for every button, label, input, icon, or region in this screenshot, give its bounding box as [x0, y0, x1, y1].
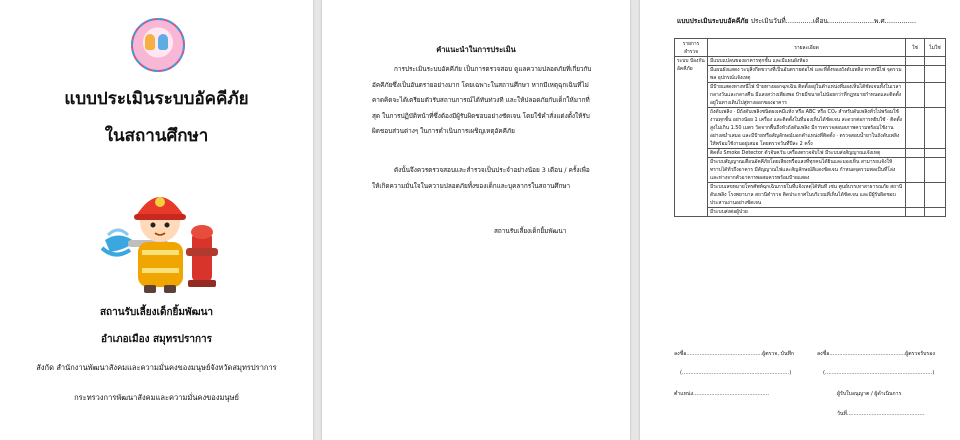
- no-checkbox[interactable]: [925, 57, 946, 66]
- district: อำเภอเมือง สมุทรปราการ: [100, 334, 213, 345]
- cover-title-line-2: ในสถานศึกษา: [104, 126, 209, 146]
- approver-date-line: วันที่...............................................: [837, 411, 925, 417]
- col-header-topic: รายการ สำรวจ: [675, 39, 708, 57]
- yes-checkbox[interactable]: [906, 208, 925, 217]
- yes-checkbox[interactable]: [906, 57, 925, 66]
- instructions-paragraph-2: [372, 163, 622, 194]
- yes-checkbox[interactable]: [906, 183, 925, 208]
- no-checkbox[interactable]: [925, 183, 946, 208]
- yes-checkbox[interactable]: [906, 158, 925, 183]
- paragraph-line: คาดคิดจะได้เตรียมตัวรับสถานการณ์ได้ทันท่วงที และให้ปลอดภัยกับเด็กให้มากที่: [372, 96, 590, 104]
- instructions-paragraph-1: [372, 62, 622, 140]
- no-checkbox[interactable]: [925, 108, 946, 149]
- row-detail: ถังดับเพลิง · มีถังดับเพลิงชนิดผงเคมีแห้ง หรือ ABC หรือ CO₂ สำหรับดับเพลิงทั่วไปพร้อมใช้งานทุกชั้น อย่างน้อย 1 เครื่อง และติดตั้งในที่มองเห็นได้ชัดเจน สะดวกต่อการหยิบใช้ · ติดตั้งสูงไม่เกิน 1.50 เมตร วัดจากพื้นถึงหัวถังดับเพลิง มีการตรวจสอบสภาพความพร้อมใช้งานอย่างสม่ำเสมอ และมีป้ายหรือสัญลักษณ์บอกตำแหน่งที่ติดตั้ง · ตรวจสอบน้ำยาในถังดับเพลิงให้พร้อมใช้งานอยู่เสมอ โดยตรวจวันที่ปีละ 2 ครั้ง: [708, 108, 906, 149]
- approver-name-line: (.................................................................): [823, 370, 935, 376]
- table-row: [675, 183, 946, 208]
- row-detail: มีแบบแปลนของอาคารทุกชั้น และมีแผนผังห้อง: [708, 57, 906, 66]
- row-detail: มีป้ายแสดงทางหนีไฟ ป้ายทางออกฉุกเฉิน ติดตั้งอยู่ในตำแหน่งที่มองเห็นได้ชัดเจนทั้งในเวลากลางวันและกลางคืน มีแสงสว่างเพียงพอ ป้ายมีขนาดไม่น้อยกว่าที่กฎหมายกำหนดและติดตั้งอยู่ในทางเดินไปสู่ทางออกของอาคาร: [708, 83, 906, 108]
- instructions-signature: สถานรับเลี้ยงเด็กยิ้มพัฒนา: [494, 227, 567, 235]
- paragraph-line: ให้เกิดความมั่นใจในความปลอดภัยทั้งของเด็กและบุคลากรในสถานศึกษา: [372, 181, 571, 190]
- paragraph-line: สุด ในการปฏิบัติหน้าที่ซึ่งต้องมีผู้รับผิดชอบอย่างชัดเจน โดยใช้คำสั่งแต่งตั้งให้รับ: [372, 111, 590, 120]
- cover-page: [0, 0, 313, 440]
- firefighter-hydrant-icon: [100, 180, 220, 295]
- table-header-row: [675, 39, 946, 57]
- no-checkbox[interactable]: [925, 66, 946, 83]
- no-checkbox[interactable]: [925, 149, 946, 158]
- form-date-label: ประเมินวันที่.............เดือน......................พ.ศ...............: [750, 17, 917, 25]
- row-detail: มีระบบส่งต่อผู้ป่วย: [708, 208, 906, 217]
- inspector-name-line: (.................................................................): [680, 370, 792, 376]
- table-row: [675, 83, 946, 108]
- row-detail: มีระบบสัญญาณเตือนอัคคีภัยโดยเสียงหรือแสงที่ทุกคนได้ยินและมองเห็น สามารถแจ้งให้ทราบได้ทั่วถึงอาคาร มีสัญญาณไฟและสัญลักษณ์สีแดงชัดเจน กำหนดจุดรวมพลเป็นที่โล่งและห่างจากตัวอาคารพอสมควรพร้อมป้ายแสดง: [708, 158, 906, 183]
- table-row: [675, 66, 946, 83]
- yes-checkbox[interactable]: [906, 83, 925, 108]
- approver-role-line: ผู้รับใบอนุญาต / ผู้ดำเนินการ: [837, 391, 902, 397]
- category-cell: ระบบ ป้องกัน อัคคีภัย: [675, 57, 708, 217]
- paragraph-line: อัคคีภัยซึ่งเป็นอันตรายอย่างมาก โดยเฉพาะในสถานศึกษา หากมีเหตุฉุกเฉินที่ไม่: [372, 80, 589, 89]
- yes-checkbox[interactable]: [906, 108, 925, 149]
- instructions-heading: คำแนะนำในการประเมิน: [436, 45, 516, 54]
- ministry: กระทรวงการพัฒนาสังคมและความมั่นคงของมนุษย์: [74, 393, 239, 402]
- table-row: [675, 149, 946, 158]
- no-checkbox[interactable]: [925, 158, 946, 183]
- no-checkbox[interactable]: [925, 83, 946, 108]
- col-header-no: ไม่ใช่: [925, 39, 946, 57]
- paragraph-line: การประเมินระบบอัคคีภัย เป็นการตรวจสอบ ดูแลความปลอดภัยที่เกี่ยวกับ: [394, 65, 592, 73]
- approver-signature-line: ลงชื่อ..............................................ผู้ตรวจรับรอง: [817, 351, 935, 357]
- row-detail: มีแผนผังแสดง ระบุสิ่งกีดขวางที่เป็นอันตรายต่อไฟ และที่ตั้งของถังดับเพลิง ทางหนีไฟ จุดรวมพล อุปกรณ์แจ้งเหตุ: [708, 66, 906, 83]
- row-detail: มีระบบเลขหมายโทรศัพท์ฉุกเฉินภายในที่แจ้งเหตุได้ทันที เช่น ศูนย์บรรเทาสาธารณภัย สถานีดับเพลิง โรงพยาบาล สถานีตำรวจ ติดประกาศในบริเวณที่เห็นได้ชัดเจน และมีผู้รับผิดชอบประสานงานอย่างชัดเจน: [708, 183, 906, 208]
- table-row: [675, 108, 946, 149]
- table-row: [675, 57, 946, 66]
- table-row: [675, 208, 946, 217]
- row-detail: ติดตั้ง Smoke Detector ตัวจับควัน เครื่องตรวจจับไฟ มีระบบส่งสัญญาณแจ้งเหตุ: [708, 149, 906, 158]
- daycare-logo-icon: [131, 18, 185, 72]
- inspector-signature-line: ลงชื่อ..............................................ผู้ตรวจ, บันทึก: [674, 351, 795, 357]
- col-header-detail: รายละเอียด: [708, 39, 906, 57]
- table-row: [675, 158, 946, 183]
- affiliation: สังกัด สำนักงานพัฒนาสังคมและความมั่นคงของมนุษย์จังหวัดสมุทรปราการ: [36, 363, 277, 372]
- col-header-yes: ใช่: [906, 39, 925, 57]
- paragraph-line: ผิดชอบส่วนต่างๆ ในการดำเนินการเผชิญเหตุอัคคีภัย: [372, 127, 515, 135]
- org-name: สถานรับเลี้ยงเด็กยิ้มพัฒนา: [99, 307, 214, 318]
- paragraph-line: ดังนั้นจึงควรตรวจสอบและสำรวจเป็นประจำอย่างน้อย 3 เดือน / ครั้งเพื่อ: [394, 166, 590, 174]
- yes-checkbox[interactable]: [906, 149, 925, 158]
- form-title: แบบประเมินระบบอัคคีภัย: [677, 17, 749, 25]
- yes-checkbox[interactable]: [906, 66, 925, 83]
- evaluation-table: [674, 38, 946, 217]
- inspector-position-line: ตำแหน่ง..............................................: [674, 391, 769, 397]
- no-checkbox[interactable]: [925, 208, 946, 217]
- cover-title-line-1: แบบประเมินระบบอัคคีภัย: [64, 89, 249, 109]
- form-header: [677, 15, 916, 26]
- instructions-page: [322, 0, 630, 440]
- evaluation-form-page: [640, 0, 960, 440]
